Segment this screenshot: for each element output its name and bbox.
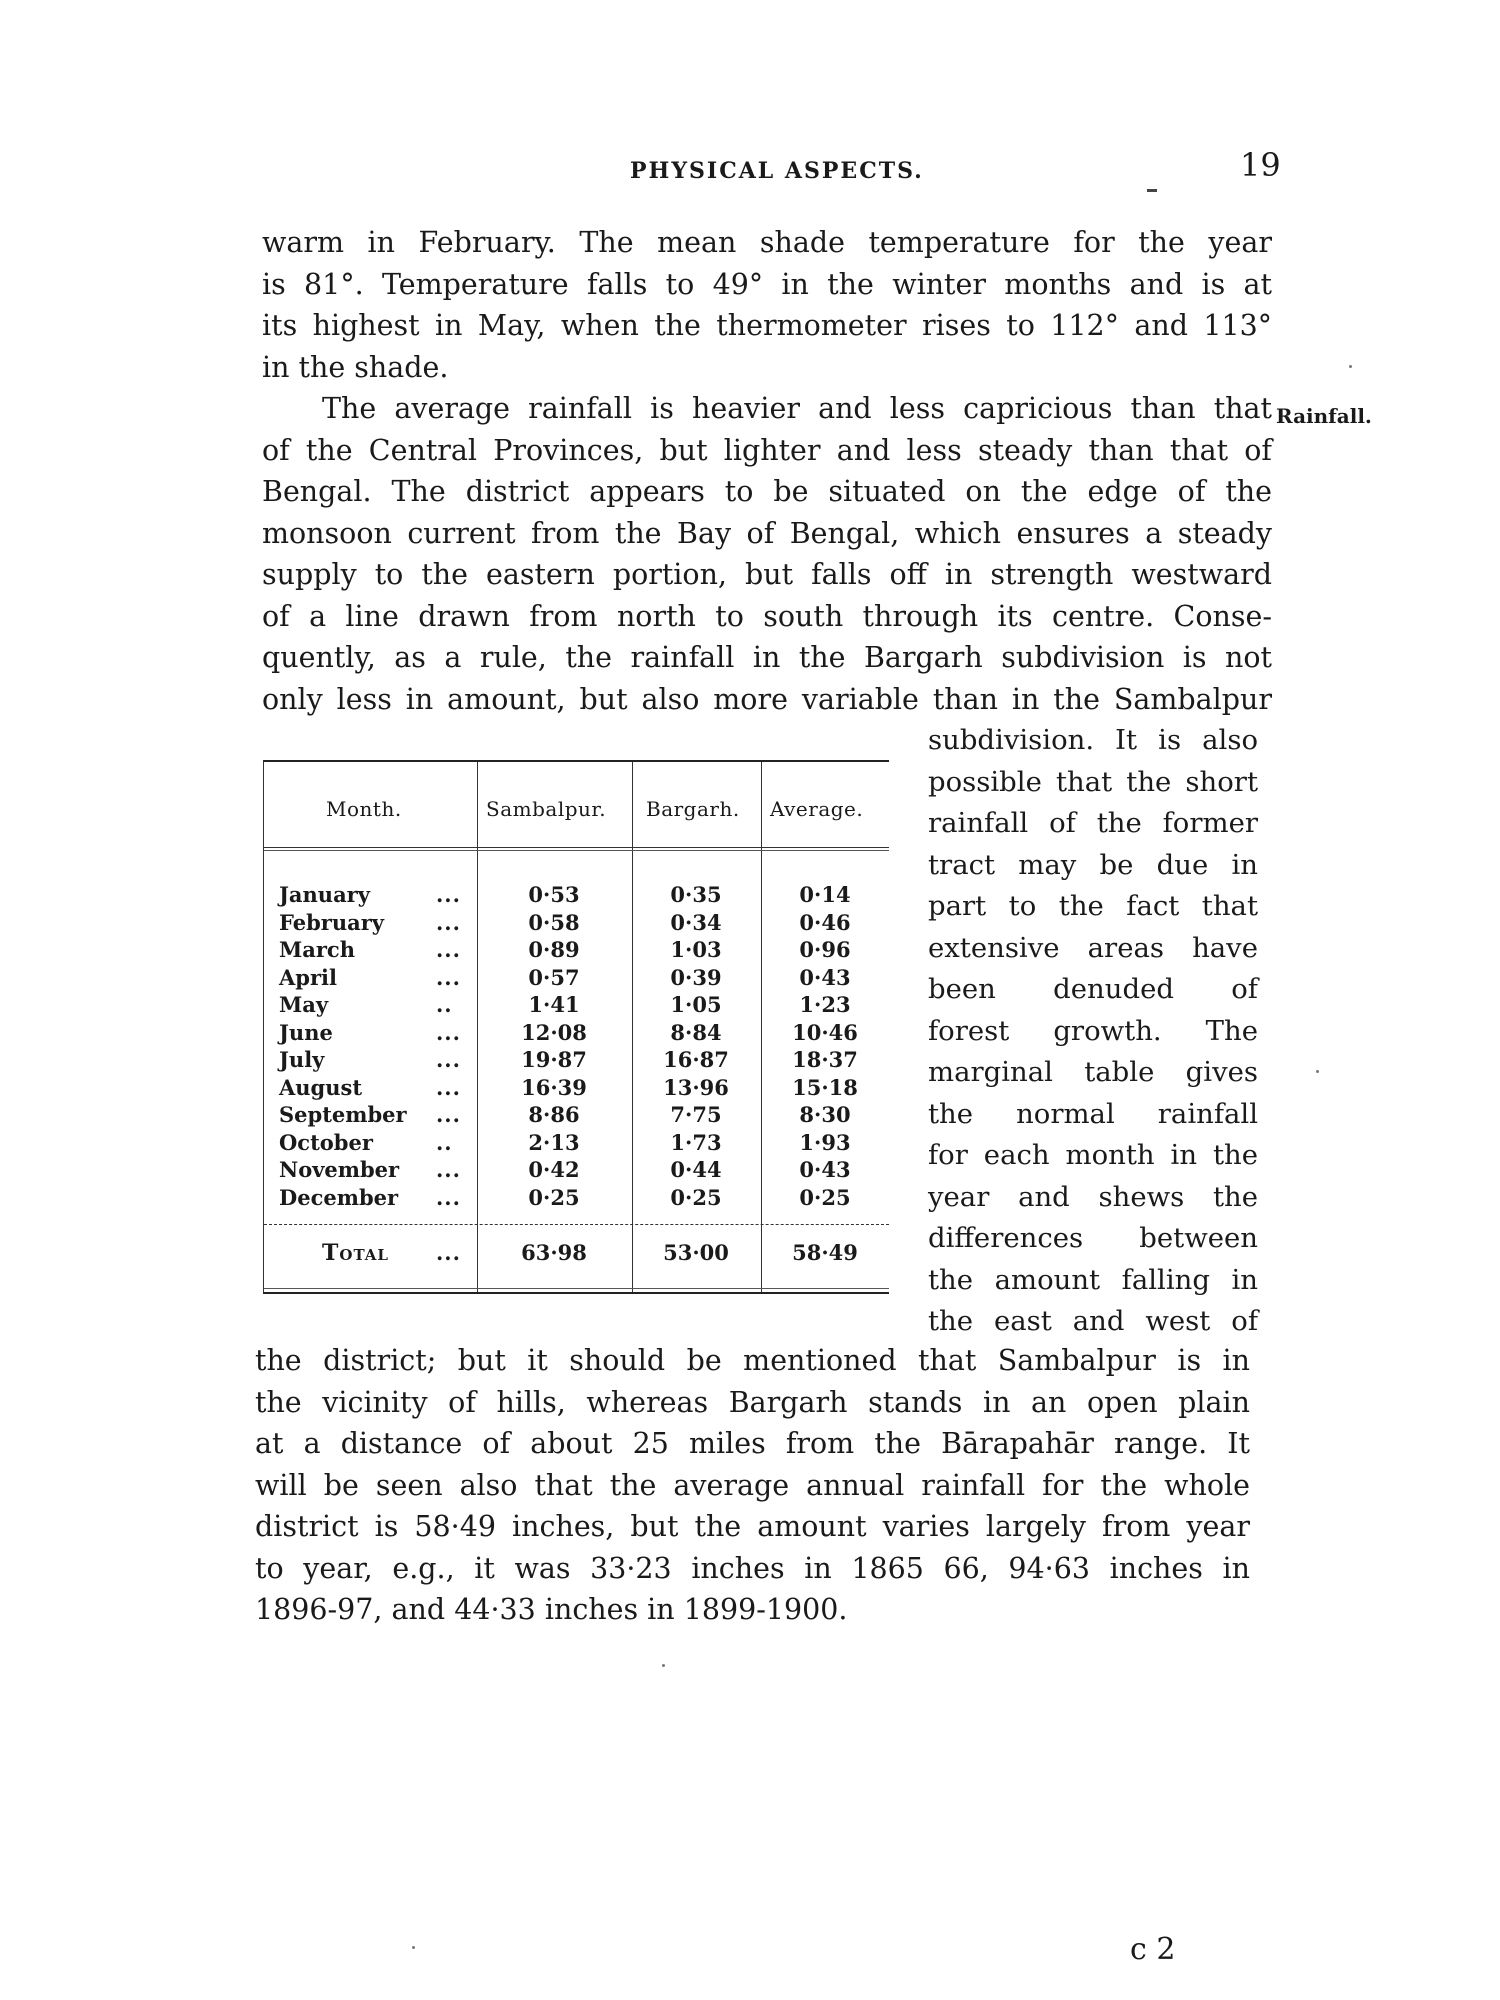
average-cell: 0·43 [799,1157,851,1182]
margin-note-rainfall: Rainfall. [1276,404,1372,428]
leader-dots: .. [436,1129,453,1155]
text-line: year and shews the [928,1180,1258,1213]
bargarh-cell: 1·05 [670,992,722,1017]
month-cell: December [279,1184,399,1210]
month-cell: January [279,882,370,907]
bargarh-cell: 1·03 [670,937,722,962]
average-cell: 0·46 [799,909,851,935]
text-line: the district; but it should be mentioned that Sambalpur is in [255,1344,1250,1377]
text-line: in the shade. [262,350,449,384]
average-cell: 10·46 [792,1019,858,1045]
text-line: for each month in the [928,1139,1258,1171]
sambalpur-cell: 1·41 [528,992,580,1017]
text-line: monsoon current from the Bay of Bengal, which ensures a steady [262,516,1272,550]
bargarh-cell: 0·35 [670,882,722,907]
paper-speck [1316,1070,1319,1073]
leader-dots: ... [436,964,461,990]
bargarh-cell: 0·39 [670,964,722,990]
text-line: marginal table gives [928,1056,1258,1088]
text-line: the vicinity of hills, whereas Bargarh stands in an open plain [255,1385,1250,1419]
bargarh-cell: 13·96 [663,1074,729,1100]
table-header-sambalpur: Sambalpur. [486,797,607,821]
text-line: the normal rainfall [928,1097,1258,1130]
text-line: to year, e.g., it was 33·23 inches in 1865 66, 94·63 inches in [255,1551,1250,1585]
text-line: tract may be due in [928,848,1258,881]
bargarh-cell: 0·44 [670,1157,722,1182]
leader-dots: ... [436,937,461,962]
table-row [264,937,889,964]
text-line: forest growth. The [928,1014,1258,1047]
text-line: of the Central Provinces, but lighter and less steady than that of [262,433,1272,467]
table-header-average: Average. [770,797,864,821]
sambalpur-cell: 8·86 [528,1102,580,1127]
average-cell: 0·96 [799,937,851,962]
header-tick-mark [1147,189,1157,192]
paragraph-rainfall-continued [255,1340,1250,1631]
leader-dots: ... [436,882,461,907]
average-cell: 0·43 [799,964,851,990]
leader-dots: .. [436,992,453,1017]
paper-speck [662,1664,665,1667]
month-cell: February [279,909,385,935]
month-cell: October [279,1129,373,1155]
rainfall-table [263,760,889,1294]
text-line: only less in amount, but also more variable than in the Sambalpur [262,682,1272,716]
sambalpur-cell: 0·57 [528,964,580,990]
page-number: 19 [1240,146,1281,184]
leader-dots: ... [436,1184,461,1210]
table-row [264,1157,889,1184]
average-cell: 15·18 [792,1074,858,1100]
leader-dots: ... [436,1102,461,1127]
leader-dots: ... [436,1074,461,1100]
text-line: 1896-97, and 44·33 inches in 1899-1900. [255,1593,848,1626]
text-line: is 81°. Temperature falls to 49° in the winter months and is at [262,267,1272,301]
text-line: warm in February. The mean shade temperature for the year [262,226,1272,259]
sambalpur-total: 63·98 [521,1240,587,1265]
table-row [264,1075,889,1102]
sambalpur-cell: 12·08 [521,1019,587,1045]
text-line: extensive areas have [928,931,1258,964]
text-line: district is 58·49 inches, but the amount varies largely from year [255,1510,1250,1543]
text-line: the east and west of [928,1305,1258,1337]
leader-dots: ... [436,1157,461,1182]
paragraph-rainfall-side-column [928,720,1258,1343]
sambalpur-cell: 0·25 [528,1184,580,1210]
paper-speck [1349,365,1352,368]
average-cell: 18·37 [792,1047,858,1072]
bargarh-cell: 8·84 [670,1019,722,1045]
table-header-rule [264,850,889,851]
total-label: Total [322,1240,389,1266]
text-line: subdivision. It is also [928,724,1258,756]
table-total-rule [264,1224,889,1225]
month-cell: July [279,1047,325,1072]
table-row [264,1130,889,1157]
leader-dots: ... [436,1240,461,1265]
table-header-bargarh: Bargarh. [646,797,740,821]
month-cell: September [279,1102,407,1127]
paper-speck [412,1946,415,1949]
bargarh-cell: 7·75 [670,1102,722,1127]
text-line: the amount falling in [928,1263,1258,1296]
sambalpur-cell: 0·42 [528,1157,580,1182]
text-line: part to the fact that [928,890,1258,922]
sambalpur-cell: 2·13 [528,1129,580,1155]
leader-dots: ... [436,1047,461,1072]
sambalpur-cell: 0·58 [528,909,580,935]
paragraph-temperature [262,222,1272,388]
text-line: Bengal. The district appears to be situated on the edge of the [262,475,1272,508]
text-line: differences between [928,1222,1258,1254]
text-line: will be seen also that the average annual rainfall for the whole [255,1468,1250,1502]
text-line: its highest in May, when the thermometer rises to 112° and 113° [262,309,1272,342]
table-row [264,965,889,992]
sambalpur-cell: 19·87 [521,1047,587,1072]
leader-dots: ... [436,1019,461,1045]
sambalpur-cell: 16·39 [521,1074,587,1100]
month-cell: May [279,992,329,1017]
text-line: of a line drawn from north to south through its centre. Conse- [262,599,1272,633]
text-line: The average rainfall is heavier and less capricious than that [322,392,1272,425]
text-line: rainfall of the former [928,807,1258,839]
signature-mark: c 2 [1130,1932,1176,1967]
text-line: at a distance of about 25 miles from the Bārapahār range. It [255,1427,1250,1460]
bargarh-total: 53·00 [663,1240,729,1265]
text-line: been denuded of [928,973,1258,1005]
table-row [264,910,889,937]
average-total: 58·49 [792,1240,858,1265]
bargarh-cell: 0·34 [670,909,722,935]
month-cell: November [279,1157,400,1182]
text-line: supply to the eastern portion, but falls off in strength westward [262,558,1272,591]
text-line: possible that the short [928,765,1258,798]
bargarh-cell: 1·73 [670,1129,722,1155]
average-cell: 1·23 [799,992,851,1017]
table-row [264,1185,889,1212]
month-cell: August [279,1074,363,1100]
bargarh-cell: 0·25 [670,1184,722,1210]
month-cell: April [279,964,337,990]
average-cell: 1·93 [799,1129,851,1155]
table-row [264,1047,889,1074]
month-cell: June [279,1019,333,1045]
month-cell: March [279,937,355,962]
table-row [264,1102,889,1129]
sambalpur-cell: 0·89 [528,937,580,962]
table-header-month: Month. [326,797,402,821]
leader-dots: ... [436,909,461,935]
average-cell: 0·14 [799,882,851,907]
table-header-rule [264,847,889,848]
text-line: quently, as a rule, the rainfall in the Bargarh subdivision is not [262,641,1272,674]
table-row [264,992,889,1019]
table-row [264,1020,889,1047]
paragraph-rainfall [262,388,1272,720]
bargarh-cell: 16·87 [663,1047,729,1072]
average-cell: 0·25 [799,1184,851,1210]
average-cell: 8·30 [799,1102,851,1127]
table-row [264,882,889,909]
page-title: PHYSICAL ASPECTS. [630,158,924,184]
sambalpur-cell: 0·53 [528,882,580,907]
